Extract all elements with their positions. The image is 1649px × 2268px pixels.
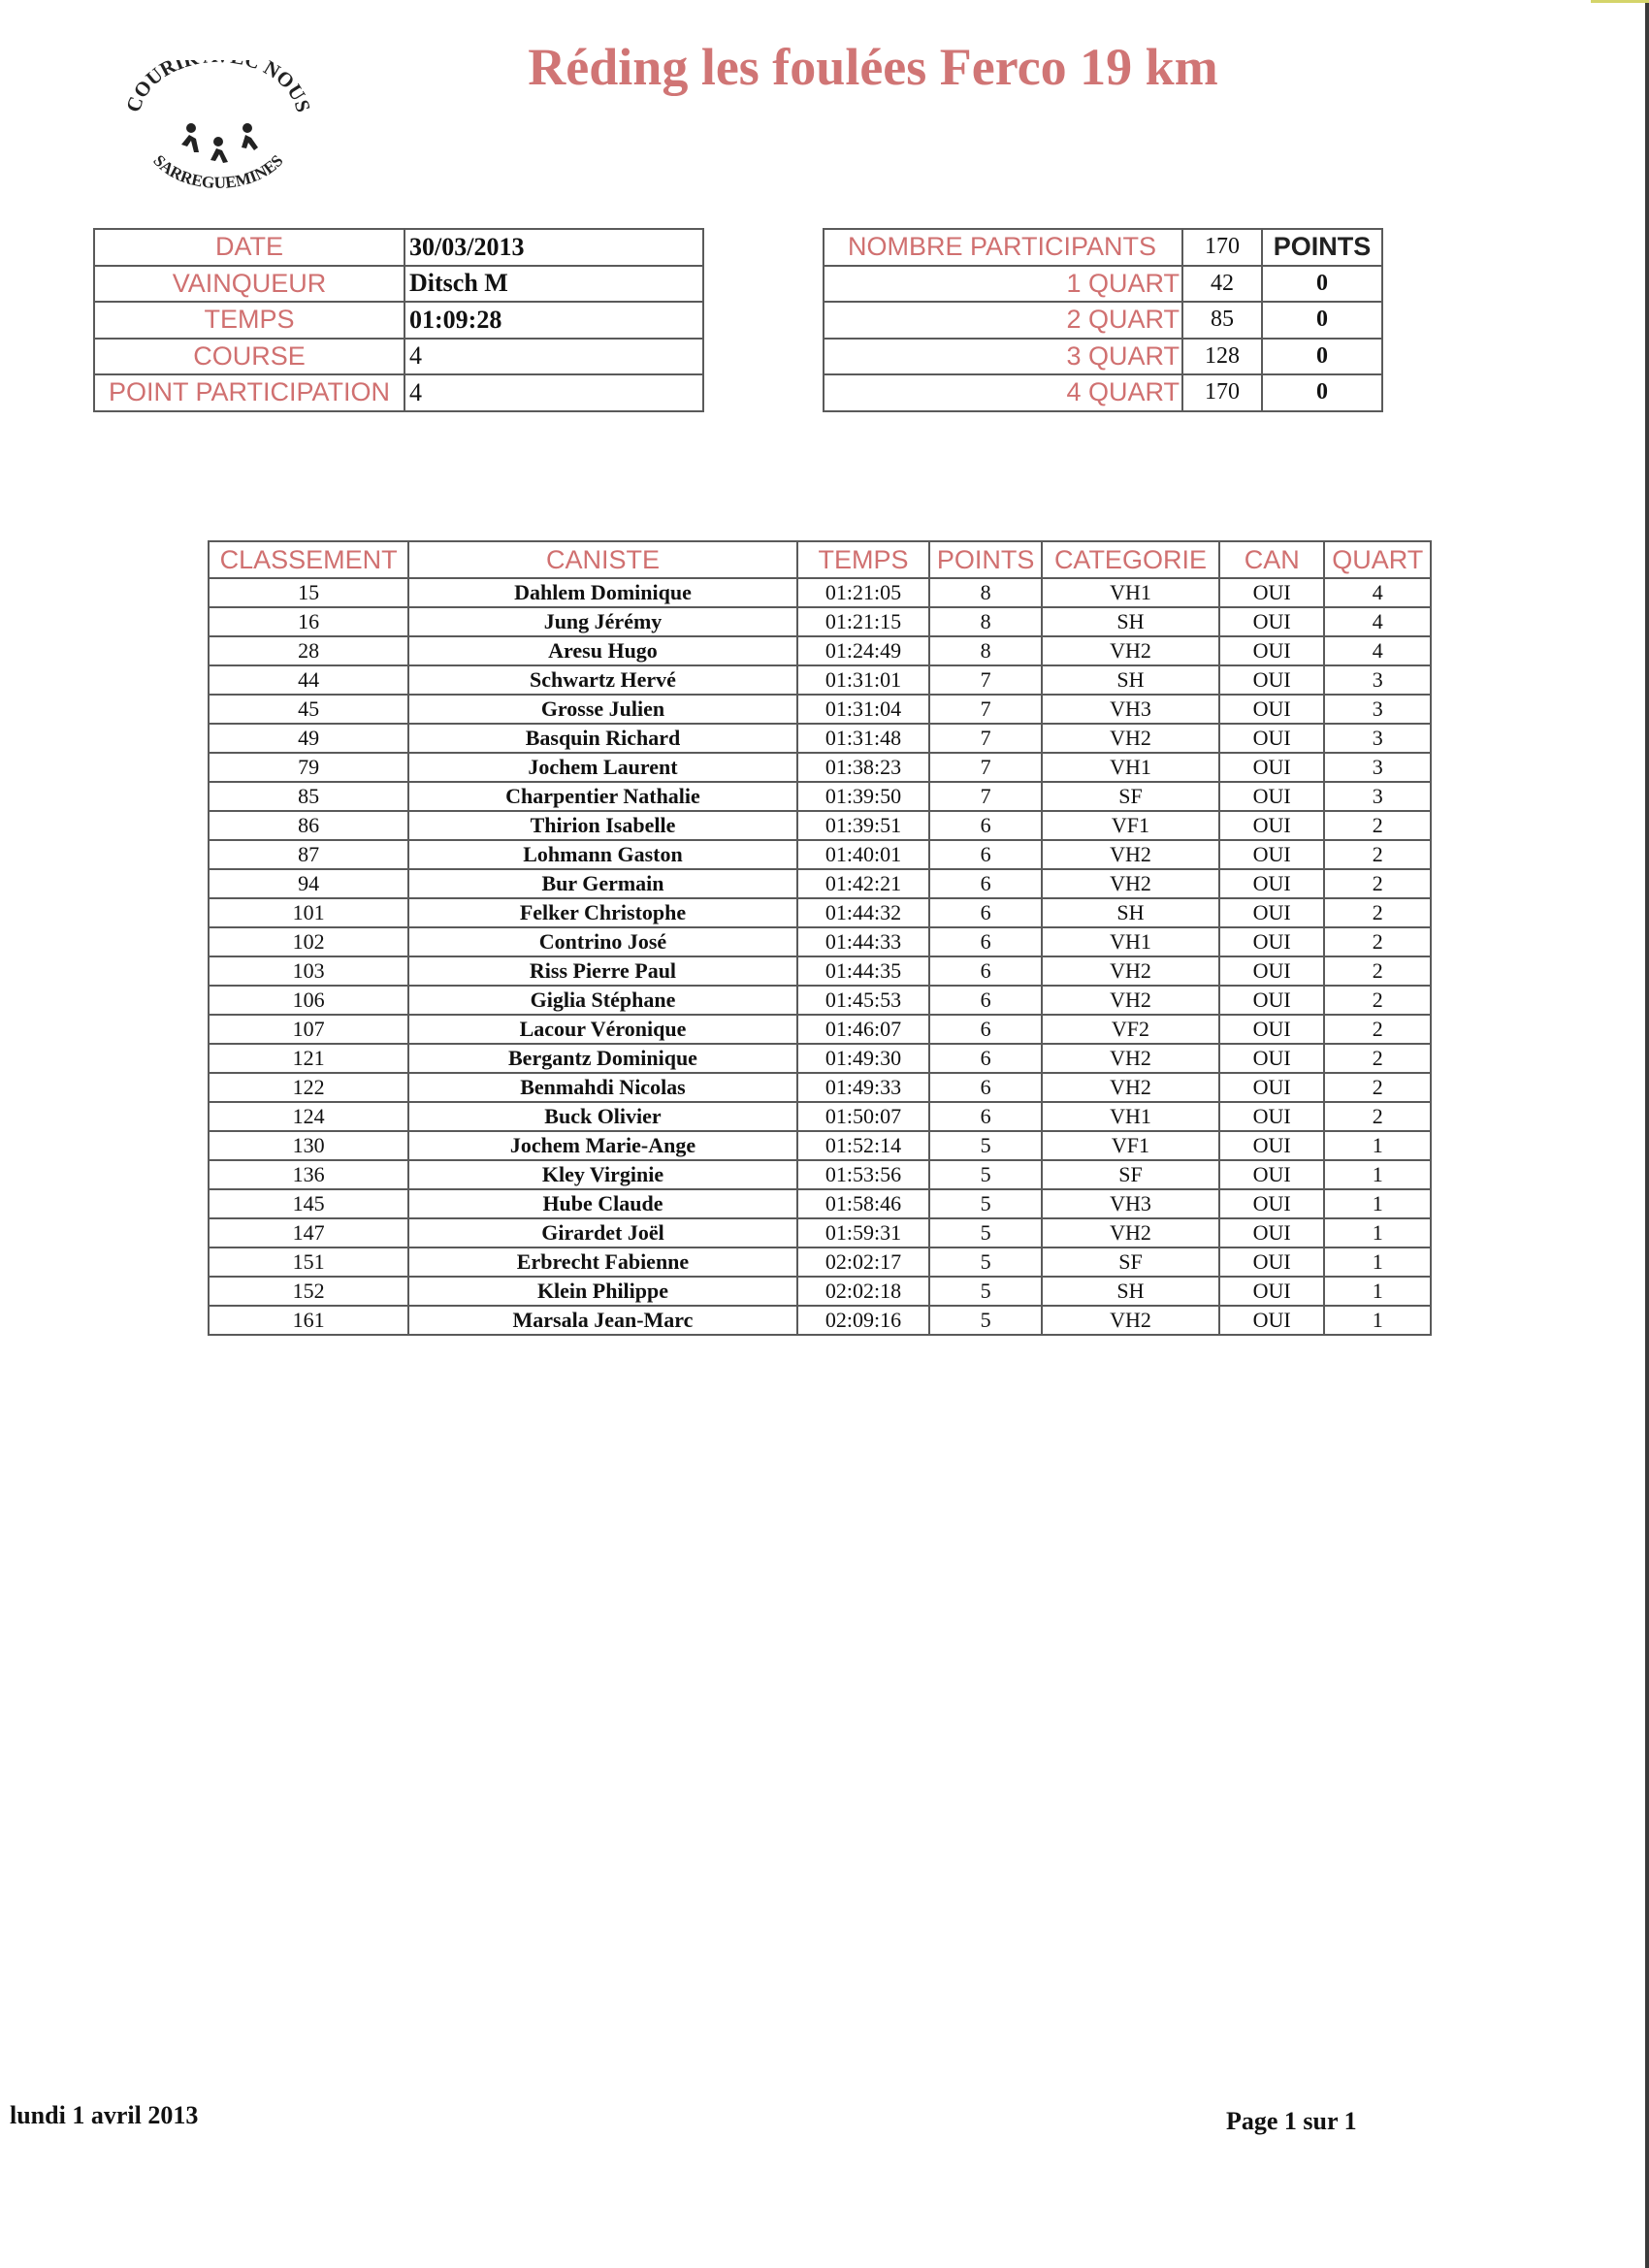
column-header: QUART [1324, 541, 1431, 578]
points-cell: 5 [929, 1247, 1042, 1277]
rank-cell: 136 [209, 1160, 408, 1189]
table-row [209, 1247, 1431, 1277]
can-cell: OUI [1219, 927, 1324, 956]
rank-cell: 122 [209, 1073, 408, 1102]
points-cell: 5 [929, 1131, 1042, 1160]
category-cell: VH2 [1042, 986, 1219, 1015]
time-cell: 01:44:32 [797, 898, 930, 927]
quart-row [824, 339, 1382, 375]
summary-label: TEMPS [94, 302, 404, 339]
name-cell: Girardet Joël [408, 1218, 796, 1247]
name-cell: Bur Germain [408, 869, 796, 898]
points-cell: 5 [929, 1277, 1042, 1306]
rank-cell: 86 [209, 811, 408, 840]
can-cell: OUI [1219, 898, 1324, 927]
time-cell: 01:38:23 [797, 753, 930, 782]
rank-cell: 152 [209, 1277, 408, 1306]
quart-cell: 1 [1324, 1189, 1431, 1218]
quart-cell: 2 [1324, 927, 1431, 956]
page-edge-top [1591, 0, 1649, 3]
can-cell: OUI [1219, 636, 1324, 665]
can-cell: OUI [1219, 1073, 1324, 1102]
category-cell: SH [1042, 665, 1219, 695]
category-cell: SH [1042, 607, 1219, 636]
quart-cell: 2 [1324, 811, 1431, 840]
quart-points: 0 [1262, 374, 1382, 411]
rank-cell: 87 [209, 840, 408, 869]
quart-cell: 3 [1324, 695, 1431, 724]
table-row [209, 898, 1431, 927]
can-cell: OUI [1219, 869, 1324, 898]
time-cell: 01:46:07 [797, 1015, 930, 1044]
table-row [209, 986, 1431, 1015]
name-cell: Charpentier Nathalie [408, 782, 796, 811]
rank-cell: 106 [209, 986, 408, 1015]
quart-count: 42 [1182, 266, 1262, 303]
rank-cell: 49 [209, 724, 408, 753]
column-header: CAN [1219, 541, 1324, 578]
points-cell: 7 [929, 753, 1042, 782]
category-cell: VH2 [1042, 1218, 1219, 1247]
name-cell: Jung Jérémy [408, 607, 796, 636]
results-body [209, 578, 1431, 1335]
can-cell: OUI [1219, 840, 1324, 869]
time-cell: 01:21:05 [797, 578, 930, 607]
category-cell: VH1 [1042, 578, 1219, 607]
quart-cell: 2 [1324, 1073, 1431, 1102]
rank-cell: 94 [209, 869, 408, 898]
time-cell: 01:44:35 [797, 956, 930, 986]
table-row [209, 695, 1431, 724]
quart-count: 128 [1182, 339, 1262, 375]
name-cell: Lohmann Gaston [408, 840, 796, 869]
time-cell: 01:24:49 [797, 636, 930, 665]
points-header: POINTS [1262, 229, 1382, 266]
summary-row-winner [94, 266, 703, 303]
quart-cell: 3 [1324, 665, 1431, 695]
can-cell: OUI [1219, 1015, 1324, 1044]
quart-label: 4 QUART [824, 374, 1182, 411]
name-cell: Schwartz Hervé [408, 665, 796, 695]
table-row [209, 1306, 1431, 1335]
name-cell: Erbrecht Fabienne [408, 1247, 796, 1277]
table-row [209, 636, 1431, 665]
svg-text:COURIR AVEC NOUS [121, 60, 315, 114]
club-logo [121, 60, 315, 206]
category-cell: VH1 [1042, 753, 1219, 782]
points-cell: 7 [929, 695, 1042, 724]
summary-value: Ditsch M [404, 266, 703, 303]
name-cell: Kley Virginie [408, 1160, 796, 1189]
can-cell: OUI [1219, 986, 1324, 1015]
quart-cell: 3 [1324, 753, 1431, 782]
table-row [209, 1277, 1431, 1306]
summary-row-date [94, 229, 703, 266]
summary-label: DATE [94, 229, 404, 266]
rank-cell: 124 [209, 1102, 408, 1131]
rank-cell: 44 [209, 665, 408, 695]
points-cell: 5 [929, 1218, 1042, 1247]
name-cell: Hube Claude [408, 1189, 796, 1218]
quart-cell: 3 [1324, 782, 1431, 811]
results-table [208, 540, 1432, 1336]
category-cell: VH1 [1042, 927, 1219, 956]
participants-header-row [824, 229, 1382, 266]
name-cell: Aresu Hugo [408, 636, 796, 665]
category-cell: VH2 [1042, 840, 1219, 869]
time-cell: 01:39:50 [797, 782, 930, 811]
points-cell: 7 [929, 724, 1042, 753]
category-cell: VH2 [1042, 724, 1219, 753]
quart-cell: 1 [1324, 1218, 1431, 1247]
summary-value: 01:09:28 [404, 302, 703, 339]
name-cell: Dahlem Dominique [408, 578, 796, 607]
can-cell: OUI [1219, 1306, 1324, 1335]
name-cell: Contrino José [408, 927, 796, 956]
table-row [209, 1073, 1431, 1102]
rank-cell: 145 [209, 1189, 408, 1218]
quart-label: 2 QUART [824, 302, 1182, 339]
category-cell: VH2 [1042, 1306, 1219, 1335]
time-cell: 01:52:14 [797, 1131, 930, 1160]
category-cell: VF2 [1042, 1015, 1219, 1044]
quart-cell: 2 [1324, 1102, 1431, 1131]
summary-value: 4 [404, 339, 703, 375]
can-cell: OUI [1219, 1189, 1324, 1218]
can-cell: OUI [1219, 1044, 1324, 1073]
rank-cell: 102 [209, 927, 408, 956]
points-cell: 8 [929, 607, 1042, 636]
quart-cell: 2 [1324, 898, 1431, 927]
quart-label: 1 QUART [824, 266, 1182, 303]
name-cell: Klein Philippe [408, 1277, 796, 1306]
table-row [209, 927, 1431, 956]
runner-figures-icon [181, 123, 258, 163]
category-cell: SH [1042, 898, 1219, 927]
column-header: CATEGORIE [1042, 541, 1219, 578]
summary-left-table [93, 228, 704, 412]
footer-date: lundi 1 avril 2013 [10, 2101, 199, 2129]
time-cell: 01:49:33 [797, 1073, 930, 1102]
time-cell: 01:45:53 [797, 986, 930, 1015]
rank-cell: 107 [209, 1015, 408, 1044]
points-cell: 6 [929, 986, 1042, 1015]
summary-label: VAINQUEUR [94, 266, 404, 303]
quart-cell: 4 [1324, 607, 1431, 636]
quart-cell: 1 [1324, 1306, 1431, 1335]
summary-row-time [94, 302, 703, 339]
time-cell: 01:44:33 [797, 927, 930, 956]
quart-cell: 1 [1324, 1131, 1431, 1160]
summary-value: 4 [404, 374, 703, 411]
time-cell: 01:50:07 [797, 1102, 930, 1131]
summary-row-participation [94, 374, 703, 411]
time-cell: 02:09:16 [797, 1306, 930, 1335]
name-cell: Grosse Julien [408, 695, 796, 724]
time-cell: 02:02:18 [797, 1277, 930, 1306]
category-cell: VH2 [1042, 1044, 1219, 1073]
points-cell: 7 [929, 782, 1042, 811]
column-header: TEMPS [797, 541, 930, 578]
time-cell: 02:02:17 [797, 1247, 930, 1277]
can-cell: OUI [1219, 1131, 1324, 1160]
page-title: Réding les foulées Ferco 19 km [528, 38, 1218, 96]
table-row [209, 869, 1431, 898]
category-cell: SH [1042, 1277, 1219, 1306]
time-cell: 01:40:01 [797, 840, 930, 869]
column-header: CLASSEMENT [209, 541, 408, 578]
time-cell: 01:39:51 [797, 811, 930, 840]
rank-cell: 85 [209, 782, 408, 811]
summary-label: COURSE [94, 339, 404, 375]
table-row [209, 956, 1431, 986]
points-cell: 6 [929, 927, 1042, 956]
rank-cell: 28 [209, 636, 408, 665]
rank-cell: 161 [209, 1306, 408, 1335]
time-cell: 01:31:04 [797, 695, 930, 724]
category-cell: VH2 [1042, 956, 1219, 986]
table-row [209, 607, 1431, 636]
time-cell: 01:53:56 [797, 1160, 930, 1189]
category-cell: SF [1042, 782, 1219, 811]
time-cell: 01:59:31 [797, 1218, 930, 1247]
time-cell: 01:31:01 [797, 665, 930, 695]
quart-cell: 4 [1324, 636, 1431, 665]
points-cell: 6 [929, 1044, 1042, 1073]
name-cell: Bergantz Dominique [408, 1044, 796, 1073]
logo-top-text: COURI C NOUS [121, 60, 315, 115]
quart-cell: 2 [1324, 1044, 1431, 1073]
category-cell: VF1 [1042, 1131, 1219, 1160]
quart-cell: 1 [1324, 1160, 1431, 1189]
can-cell: OUI [1219, 753, 1324, 782]
points-cell: 8 [929, 636, 1042, 665]
table-row [209, 1015, 1431, 1044]
quart-cell: 2 [1324, 986, 1431, 1015]
page-edge [1645, 0, 1649, 2268]
points-cell: 5 [929, 1160, 1042, 1189]
category-cell: SF [1042, 1247, 1219, 1277]
points-cell: 6 [929, 956, 1042, 986]
quart-label: 3 QUART [824, 339, 1182, 375]
summary-label: POINT PARTICIPATION [94, 374, 404, 411]
quart-cell: 2 [1324, 956, 1431, 986]
quart-row [824, 266, 1382, 303]
table-row [209, 753, 1431, 782]
rank-cell: 15 [209, 578, 408, 607]
rank-cell: 151 [209, 1247, 408, 1277]
results-header-row [209, 541, 1431, 578]
participants-label: NOMBRE PARTICIPANTS [824, 229, 1182, 266]
quart-points: 0 [1262, 302, 1382, 339]
quart-points: 0 [1262, 266, 1382, 303]
logo-bottom-text: SARREGUEMINES [149, 151, 287, 192]
can-cell: OUI [1219, 665, 1324, 695]
table-row [209, 1044, 1431, 1073]
name-cell: Lacour Véronique [408, 1015, 796, 1044]
can-cell: OUI [1219, 956, 1324, 986]
name-cell: Riss Pierre Paul [408, 956, 796, 986]
name-cell: Jochem Laurent [408, 753, 796, 782]
quart-row [824, 374, 1382, 411]
summary-row-course [94, 339, 703, 375]
column-header: POINTS [929, 541, 1042, 578]
points-cell: 6 [929, 898, 1042, 927]
points-cell: 6 [929, 811, 1042, 840]
name-cell: Jochem Marie-Ange [408, 1131, 796, 1160]
table-row [209, 840, 1431, 869]
quart-cell: 1 [1324, 1247, 1431, 1277]
category-cell: VH1 [1042, 1102, 1219, 1131]
name-cell: Thirion Isabelle [408, 811, 796, 840]
quart-points: 0 [1262, 339, 1382, 375]
rank-cell: 101 [209, 898, 408, 927]
rank-cell: 16 [209, 607, 408, 636]
table-row [209, 724, 1431, 753]
category-cell: SF [1042, 1160, 1219, 1189]
can-cell: OUI [1219, 782, 1324, 811]
table-row [209, 1131, 1431, 1160]
quart-cell: 2 [1324, 869, 1431, 898]
category-cell: VF1 [1042, 811, 1219, 840]
table-row [209, 1160, 1431, 1189]
svg-text:SARREGUEMINES [149, 151, 286, 192]
can-cell: OUI [1219, 811, 1324, 840]
table-row [209, 782, 1431, 811]
category-cell: VH3 [1042, 695, 1219, 724]
rank-cell: 130 [209, 1131, 408, 1160]
rank-cell: 45 [209, 695, 408, 724]
quart-count: 170 [1182, 374, 1262, 411]
points-cell: 6 [929, 1073, 1042, 1102]
quart-count: 85 [1182, 302, 1262, 339]
summary-right-table [823, 228, 1383, 412]
can-cell: OUI [1219, 1102, 1324, 1131]
can-cell: OUI [1219, 578, 1324, 607]
quart-cell: 4 [1324, 578, 1431, 607]
table-row [209, 665, 1431, 695]
points-cell: 6 [929, 869, 1042, 898]
points-cell: 8 [929, 578, 1042, 607]
time-cell: 01:58:46 [797, 1189, 930, 1218]
time-cell: 01:42:21 [797, 869, 930, 898]
category-cell: VH2 [1042, 1073, 1219, 1102]
quart-cell: 2 [1324, 1015, 1431, 1044]
logo-graphic [121, 60, 315, 206]
can-cell: OUI [1219, 724, 1324, 753]
can-cell: OUI [1219, 1277, 1324, 1306]
time-cell: 01:21:15 [797, 607, 930, 636]
quart-cell: 3 [1324, 724, 1431, 753]
points-cell: 5 [929, 1189, 1042, 1218]
footer-page-number: Page 1 sur 1 [1226, 2107, 1357, 2135]
name-cell: Marsala Jean-Marc [408, 1306, 796, 1335]
category-cell: VH3 [1042, 1189, 1219, 1218]
time-cell: 01:49:30 [797, 1044, 930, 1073]
category-cell: VH2 [1042, 636, 1219, 665]
can-cell: OUI [1219, 607, 1324, 636]
name-cell: Basquin Richard [408, 724, 796, 753]
quart-cell: 1 [1324, 1277, 1431, 1306]
table-row [209, 811, 1431, 840]
rank-cell: 121 [209, 1044, 408, 1073]
name-cell: Giglia Stéphane [408, 986, 796, 1015]
time-cell: 01:31:48 [797, 724, 930, 753]
rank-cell: 147 [209, 1218, 408, 1247]
name-cell: Buck Olivier [408, 1102, 796, 1131]
points-cell: 5 [929, 1306, 1042, 1335]
participants-count: 170 [1182, 229, 1262, 266]
summary-value: 30/03/2013 [404, 229, 703, 266]
table-row [209, 1218, 1431, 1247]
can-cell: OUI [1219, 695, 1324, 724]
name-cell: Benmahdi Nicolas [408, 1073, 796, 1102]
category-cell: VH2 [1042, 869, 1219, 898]
quart-row [824, 302, 1382, 339]
points-cell: 6 [929, 1015, 1042, 1044]
can-cell: OUI [1219, 1247, 1324, 1277]
points-cell: 6 [929, 840, 1042, 869]
rank-cell: 79 [209, 753, 408, 782]
can-cell: OUI [1219, 1218, 1324, 1247]
points-cell: 7 [929, 665, 1042, 695]
points-cell: 6 [929, 1102, 1042, 1131]
table-row [209, 1102, 1431, 1131]
name-cell: Felker Christophe [408, 898, 796, 927]
rank-cell: 103 [209, 956, 408, 986]
column-header: CANISTE [408, 541, 796, 578]
can-cell: OUI [1219, 1160, 1324, 1189]
table-row [209, 1189, 1431, 1218]
quart-cell: 2 [1324, 840, 1431, 869]
table-row [209, 578, 1431, 607]
